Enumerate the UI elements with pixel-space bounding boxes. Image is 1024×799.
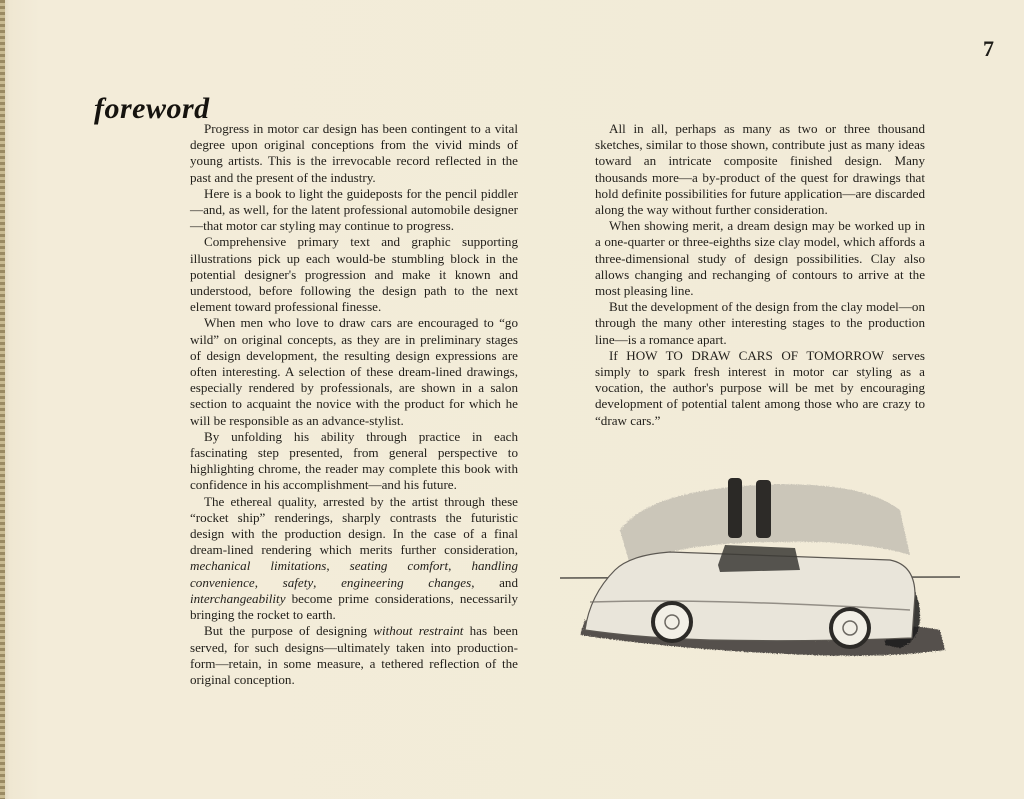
punct: , — [254, 574, 258, 590]
italic-term: handling convenience — [190, 558, 518, 590]
paragraph: Here is a book to light the guideposts for the pencil piddler—and, as well, for the latent professional automobile designer—that motor car styling may continue to progress. — [190, 185, 518, 234]
punct: , — [448, 558, 452, 574]
italic-term: safety — [282, 574, 314, 590]
paragraph: If HOW TO DRAW CARS OF TOMORROW serves simply to spark fresh interest in motor car styling as a vocation, the author's purpose will be met by encouraging development of potential talent among those who are crazy to “draw cars.” — [595, 347, 925, 428]
page-number: 7 — [983, 36, 994, 61]
page-binding-edge — [0, 0, 5, 799]
text-run: has been served, for such designs—ultimately taken into production-form—retain, in some measure, a tethered reflection of the original conception. — [190, 623, 518, 687]
left-text-column — [190, 121, 518, 688]
rear-wheel — [831, 609, 869, 647]
punct: , — [326, 558, 330, 574]
page-title: foreword — [94, 92, 210, 125]
paragraph: All in all, perhaps as many as two or three thousand sketches, similar to those shown, contribute just as many ideas toward an intricate composite finished design. Many thousands more—a by-product of the quest for drawings that hold definite possibilities for future application—are discarded along the way without further consideration. — [595, 121, 925, 218]
car-sketch-illustration — [560, 470, 960, 680]
paragraph: Progress in motor car design has been contingent to a vital degree upon original conceptions from the vivid minds of young artists. This is the irrevocable record reflected in the past and the present of the industry. — [190, 121, 518, 185]
windshield — [718, 545, 800, 572]
front-wheel — [653, 603, 691, 641]
italic-term: interchangeability — [190, 590, 286, 606]
italic-term: seating comfort — [349, 558, 449, 574]
paragraph: When showing merit, a dream design may be worked up in a one-quarter or three-eighths size clay model, which affords a three-dimensional study of design possibilities. Clay also allows changing and rechanging of contours to arrive at the most pleasing line. — [595, 218, 925, 299]
text-run: The ethereal quality, arrested by the artist through these “rocket ship” renderings, sharply contrasts the futuristic design with the production design. In the case of a final dream-lined rendering which merits further consideration, — [190, 493, 518, 558]
paragraph — [190, 623, 518, 688]
figure-left — [728, 478, 742, 538]
italic-term: engineering changes — [341, 574, 472, 590]
italic-term: without restraint — [373, 623, 464, 639]
figure-right — [756, 480, 771, 538]
punct: , and — [471, 574, 518, 590]
paragraph: Comprehensive primary text and graphic supporting illustrations pick up each would-be stumbling block in the potential designer's progression and make it known and understood, before following the design path to the next element toward professional finesse. — [190, 234, 518, 315]
paragraph — [190, 494, 518, 624]
text-run: But the purpose of designing — [204, 623, 368, 639]
text-run: become prime considerations, necessarily bringing the rocket to earth. — [190, 590, 518, 623]
paragraph: But the development of the design from the clay model—on through the many other interesting stages to the production line—is a romance apart. — [595, 299, 925, 347]
paragraph: By unfolding his ability through practice in each fascinating step presented, from general perspective to highlighting chrome, the reader may complete this book with confidence in his accomplishment—and his future. — [190, 428, 518, 493]
punct: , — [313, 574, 317, 590]
right-text-column — [595, 121, 925, 429]
italic-term: mechanical limitations — [190, 558, 327, 574]
paragraph: When men who love to draw cars are encouraged to “go wild” on original concepts, as they are in preliminary stages of design development, the resulting design expressions are often interesting. A selection of these dream-lined drawings, especially rendered by professionals, are shown in a salon section to acquaint the novice with the product for which he will be responsible as an advance-stylist. — [190, 315, 518, 428]
